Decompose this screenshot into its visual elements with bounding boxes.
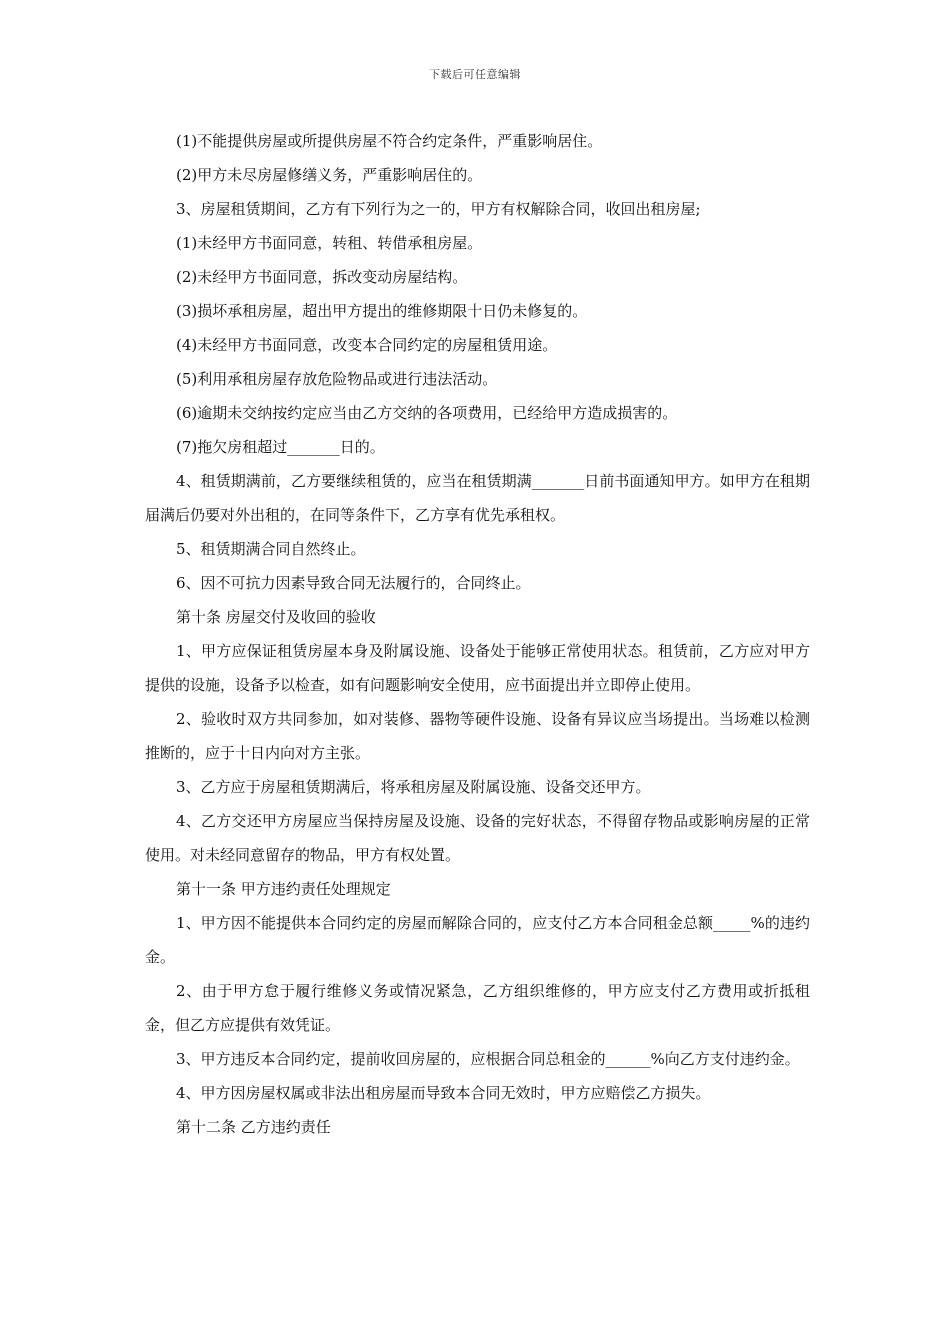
paragraph: (3)损坏承租房屋，超出甲方提出的维修期限十日仍未修复的。 — [176, 302, 588, 320]
paragraph: 4、乙方交还甲方房屋应当保持房屋及设施、设备的完好状态，不得留存物品或影响房屋的正常使用。对未经同意留存的物品，甲方有权处置。 — [145, 812, 810, 864]
paragraph: (2)未经甲方书面同意，拆改变动房屋结构。 — [176, 268, 468, 286]
paragraph: (5)利用承租房屋存放危险物品或进行违法活动。 — [176, 370, 498, 388]
paragraph: (6)逾期未交纳按约定应当由乙方交纳的各项费用，已经给甲方造成损害的。 — [176, 404, 678, 422]
paragraph: (4)未经甲方书面同意，改变本合同约定的房屋租赁用途。 — [176, 336, 558, 354]
paragraph: 4、租赁期满前，乙方要继续租赁的，应当在租赁期满_______日前书面通知甲方。如甲方在租期届满后仍要对外出租的，在同等条件下，乙方享有优先承租权。 — [145, 472, 810, 524]
paragraph: 4、甲方因房屋权属或非法出租房屋而导致本合同无效时，甲方应赔偿乙方损失。 — [176, 1084, 711, 1102]
paragraph: 6、因不可抗力因素导致合同无法履行的，合同终止。 — [176, 574, 531, 592]
page-header: 下载后可任意编辑 — [429, 68, 521, 81]
paragraph: 3、乙方应于房屋租赁期满后，将承租房屋及附属设施、设备交还甲方。 — [176, 778, 651, 796]
paragraph: (1)不能提供房屋或所提供房屋不符合约定条件，严重影响居住。 — [176, 132, 603, 150]
paragraph: 1、甲方应保证租赁房屋本身及附属设施、设备处于能够正常使用状态。租赁前，乙方应对甲方提供的设施，设备予以检查，如有问题影响安全使用，应书面提出并立即停止使用。 — [145, 642, 810, 694]
paragraph: (2)甲方未尽房屋修缮义务，严重影响居住的。 — [176, 166, 483, 184]
section-heading: 第十条 房屋交付及收回的验收 — [176, 608, 376, 626]
paragraph: 5、租赁期满合同自然终止。 — [176, 540, 366, 558]
paragraph: (7)拖欠房租超过_______日的。 — [176, 438, 385, 456]
paragraph: 3、甲方违反本合同约定，提前收回房屋的，应根据合同总租金的______%向乙方支付违约金。 — [176, 1050, 800, 1068]
paragraph: 2、验收时双方共同参加，如对装修、器物等硬件设施、设备有异议应当场提出。当场难以检测推断的，应于十日内向对方主张。 — [145, 710, 810, 762]
section-heading: 第十一条 甲方违约责任处理规定 — [176, 880, 391, 898]
paragraph: 3、房屋租赁期间，乙方有下列行为之一的，甲方有权解除合同，收回出租房屋; — [176, 200, 701, 218]
paragraph: 1、甲方因不能提供本合同约定的房屋而解除合同的，应支付乙方本合同租金总额_____%的违约金。 — [145, 914, 810, 966]
section-heading: 第十二条 乙方违约责任 — [176, 1118, 331, 1136]
paragraph: (1)未经甲方书面同意，转租、转借承租房屋。 — [176, 234, 483, 252]
document-body — [145, 124, 810, 1144]
paragraph: 2、由于甲方怠于履行维修义务或情况紧急，乙方组织维修的，甲方应支付乙方费用或折抵租金，但乙方应提供有效凭证。 — [145, 982, 810, 1034]
